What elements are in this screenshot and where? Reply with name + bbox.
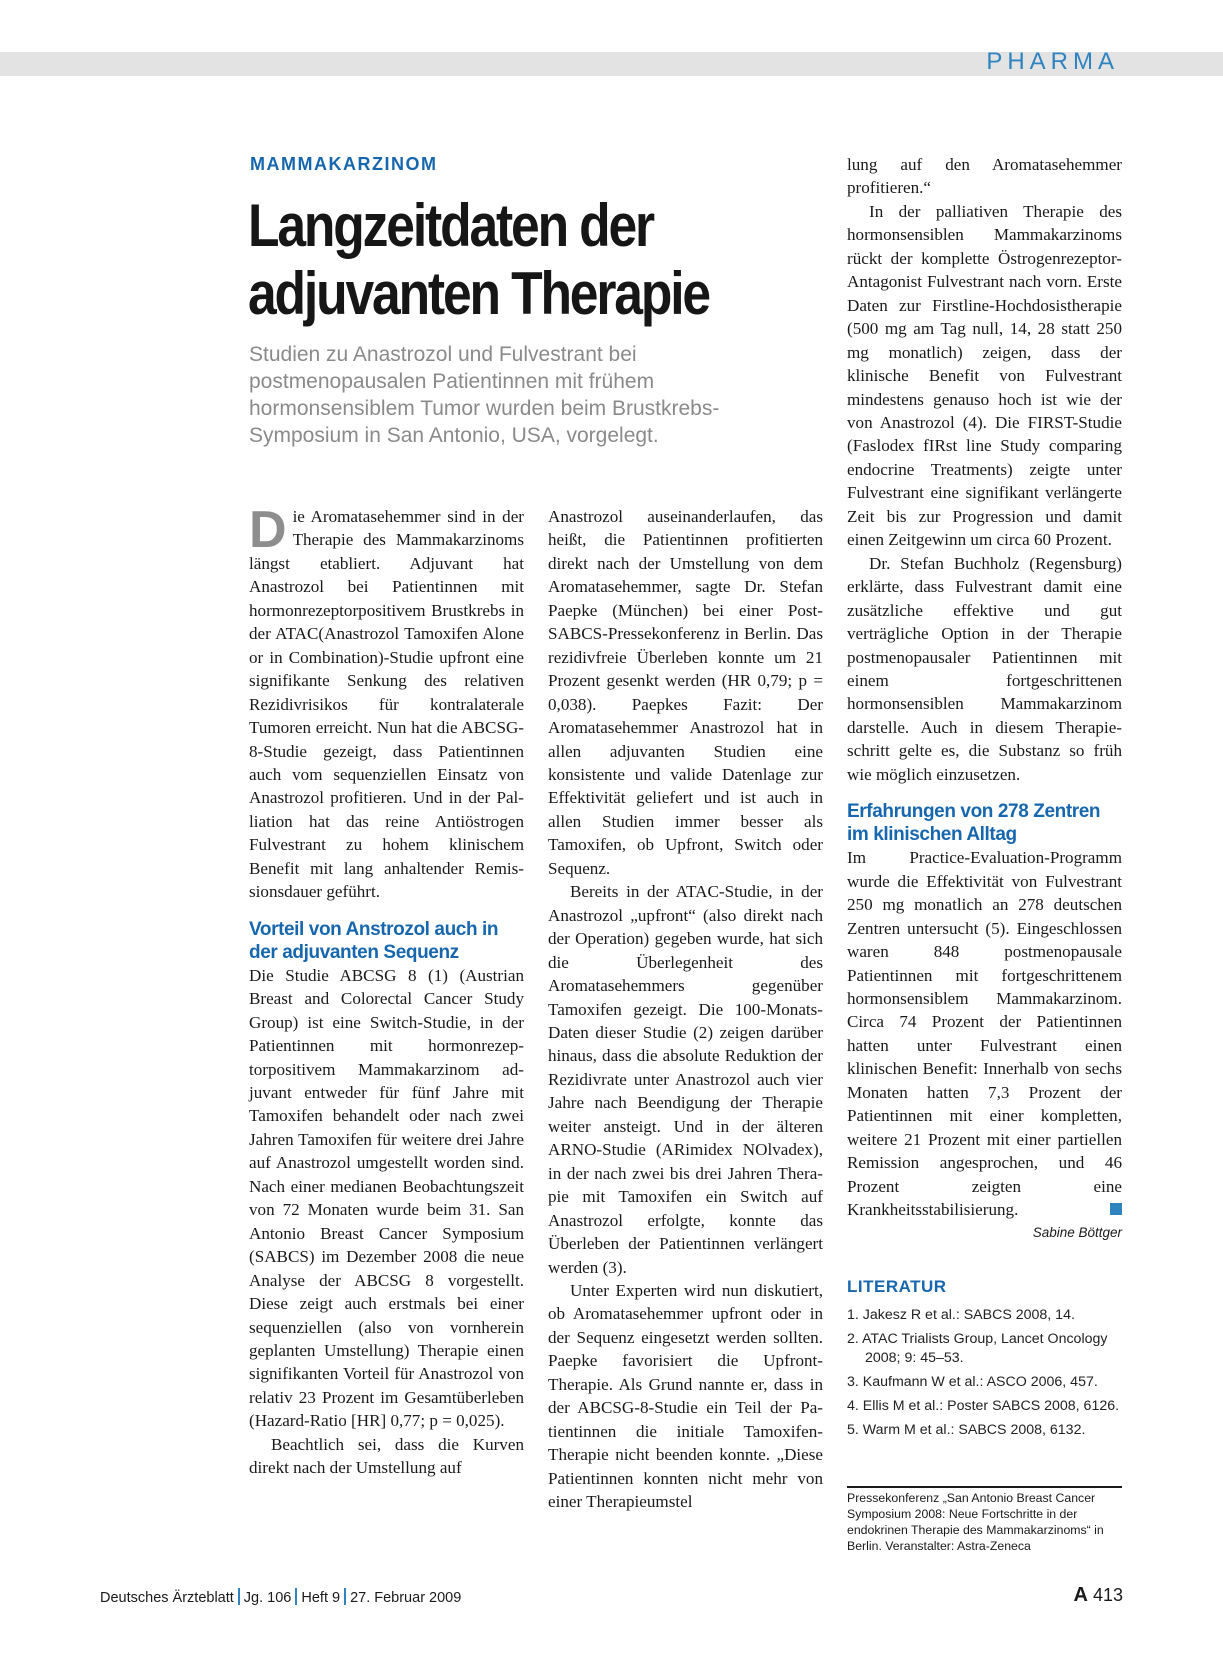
divider (295, 1588, 297, 1605)
literature-item: 4. Ellis M et al.: Poster SABCS 2008, 6126. (847, 1398, 1120, 1415)
paragraph: Die Studie ABCSG 8 (1) (Austrian Breast and Colorectal Cancer Study Group) ist eine Switch-Studie, in der Patientinnen mit hormonrezeptorpositivem Mammakarzinom adjuvant entweder für fünf Jahre mit Tamoxifen behandelt oder nach zwei Jahren Tamoxifen für weitere drei Jahre auf Anastrozol umgestellt worden sind. Nach einer medianen Beobachtungszeit von 72 Monaten wurde beim 31. San Antonio Breast Cancer Symposium (SABCS) im Dezember 2008 die neue Analyse der ABCSG 8 vorgestellt. Diese zeigt auch erstmals bei einer sequenziellen (also von vornherein geplanten Umstellung) Therapie einen signifikanten Vorteil für Anastrozol von relativ 23 Prozent im Gesamtüberleben (Hazard-Ratio [HR] 0,77; p = 0,025). (249, 965, 524, 1431)
paragraph: Bereits in der ATAC-Studie, in der Anastrozol „upfront“ (also direkt nach der Operation) gegeben wurde, hat sich die Überlegenheit des Aromatasehemmers gegenüber Tamoxifen gezeigt. Die 100-Monats-Daten dieser Studie (2) zeigen darüber hinaus, dass die absolute Reduktion der Rezidivrate unter Anastrozol auch vier Jahre nach Beendigung der Therapie weiter ansteigt. Und in der älteren ARNO-Studie (ARimidex NOlvadex), in der nach zwei bis drei Jahren Therapie mit Tamoxifen ein Switch auf Anastrozol erfolgte, konnte das Überleben der Patientinnen verlängert werden (3). (548, 882, 823, 1277)
literature-list (847, 1306, 1122, 1440)
divider (847, 1486, 1122, 1488)
paragraph: In der palliativen Therapie des hormonsensiblen Mammakarzinoms rückt der komplette Östrogenrezeptor-Antagonist Fulvestrant nach vorn. Erste Daten zur Firstline-Hochdosistherapie (500 mg am Tag null, 14, 28 statt 250 mg monatlich) zeigen, dass der klinische Benefit von Fulvestrant mindestens genauso hoch ist wie der von Anastrozol (4). Die FIRST-Studie (Faslodex fIRst line Study comparing endocrine Treatments) zeigte unter Fulvestrant eine signifikant verlängerte Zeit bis zur Progression und damit einen Zeitgewinn um circa 60 Prozent. (847, 201, 1122, 550)
journal-volume: Jg. 106 (243, 1590, 292, 1606)
divider (344, 1588, 346, 1605)
paragraph (249, 501, 524, 904)
literature-heading: LITERATUR (847, 1276, 947, 1296)
subheading: Erfahrungen von 278 Zentren im klinischen Alltag (847, 801, 1101, 846)
paragraph-text: ie Aromatasehemmer sind in der Therapie des Mammakarzinoms längst etabliert. Adjuvant hat Anastrozol bei Patientinnen mit hormonrezeptorpositivem Brustkrebs in der ATAC(Anastrozol Tamoxifen Alone or in Combination)-Studie upfront eine signifikante Senkung des relativen Rezidivrisikos für kontralaterale Tumoren erreicht. Nun hat die ABCSG-8-Studie gezeigt, dass Patientinnen auch vom sequenziellen Einsatz von Anastrozol profitieren. Und in der Palliation hat das reine Antiöstrogen Fulvestrant zu hohem klinischem Benefit mit lang anhaltender Remissionsdauer geführt. (249, 507, 524, 902)
literature-item: 3. Kaufmann W et al.: ASCO 2006, 457. (847, 1374, 1098, 1391)
divider (238, 1588, 240, 1605)
text-column-2 (548, 505, 823, 1513)
text-column-1 (249, 501, 524, 1480)
section-label: PHARMA (986, 48, 1119, 75)
author-name: Sabine Böttger (1032, 1225, 1122, 1241)
paragraph: Unter Experten wird nun diskutiert, ob Aromatasehemmer upfront oder in der Sequenz eingesetzt werden sollten. Paepke favorisiert die Upfront-Therapie. Als Grund nannte er, dass in der ABCSG-8-Studie ein Teil der Patientinnen die initiale Tamoxifen-Therapie nicht beenden konnte. „Diese Patientinnen konnten nicht mehr von einer Therapieumstel (548, 1280, 823, 1512)
article-title: Langzeitdaten der adjuvanten Therapie (248, 192, 709, 327)
footer (100, 1588, 461, 1606)
article-lead: Studien zu Anastrozol und Fulvestrant bei postmenopausalen Patientinnen mit frühem hormonsensiblem Tumor wurden beim Brustkrebs-Symposium in San Antonio, USA, vorgelegt. (249, 343, 720, 447)
literature-item: 2. ATAC Trialists Group, Lancet Oncology 2008; 9: 45–53. (847, 1331, 1108, 1367)
paragraph (847, 846, 1122, 1221)
journal-date: 27. Februar 2009 (350, 1590, 462, 1606)
paragraph: Dr. Stefan Buchholz (Regensburg) erklärte, dass Fulvestrant damit eine zusätzliche effektive und gut verträgliche Option in der Therapie postmenopausaler Patientinnen mit einem fortgeschrittenen hormonsensiblen Mammakarzinom darstelle. Auch in diesem Therapieschritt gelte es, die Substanz so früh wie möglich einzusetzen. (847, 553, 1122, 784)
literature-item: 1. Jakesz R et al.: SABCS 2008, 14. (847, 1307, 1075, 1324)
page-number-value: 413 (1092, 1585, 1123, 1605)
paragraph: Anastrozol auseinanderlaufen, das heißt, die Patientinnen profitierten direkt nach der Umstellung von dem Aromatasehemmer, sagte Dr. Stefan Paepke (München) bei einer Post-SABCS-Pressekonferenz in Berlin. Das rezidivfreie Überleben konnte um 21 Prozent gesenkt werden (HR 0,79; p = 0,038). Paepkes Fazit: Der Aromatasehemmer Anastrozol hat in allen adjuvanten Studien eine konsistente und valide Datenlage zur Effektivität geliefert und ist auch in allen Studien immer besser als Tamoxifen, ob Upfront, Switch oder Sequenz. (548, 507, 823, 878)
journal-issue: Heft 9 (301, 1590, 341, 1606)
press-note: Pressekonferenz „San Antonio Breast Cancer Symposium 2008: Neue Fortschritte in der endokrinen Therapie des Mammakarzinoms“ in Berlin. Veranstalter: Astra-Zeneca (847, 1491, 1104, 1553)
text-column-3 (847, 153, 1122, 1445)
page-prefix: A (1073, 1584, 1088, 1606)
article-kicker: MAMMAKARZINOM (250, 154, 438, 174)
journal-name: Deutsches Ärzteblatt (100, 1590, 234, 1606)
literature-item: 5. Warm M et al.: SABCS 2008, 6132. (847, 1422, 1086, 1439)
drop-cap: D (249, 501, 287, 559)
end-mark-icon (1110, 1203, 1122, 1215)
paragraph-text: Im Practice-Evaluation-Programm wurde die Effektivität von Fulvestrant 250 mg monatlich an 278 deutschen Zentren untersucht (5). Eingeschlossen waren 848 postmenopausale Patientinnen mit fortgeschrittenem hormonsensiblem Mammakarzinom. Circa 74 Prozent der Patientinnen hatten unter Fulvestrant einen klinischen Benefit: Innerhalb von sechs Monaten hatten 7,3 Prozent der Patientinnen mit einer kompletten, weitere 21 Prozent mit einer partiellen Remission angesprochen, und 46 Prozent zeigten eine Krankheitsstabilisierung. (847, 848, 1122, 1220)
page-number (1073, 1584, 1123, 1607)
paragraph: lung auf den Aromatasehemmer profitieren.“ (847, 155, 1122, 198)
subheading: Vorteil von Anstrozol auch in der adjuvanten Sequenz (249, 918, 499, 963)
paragraph: Beachtlich sei, dass die Kurven direkt nach der Umstellung auf (249, 1434, 524, 1478)
